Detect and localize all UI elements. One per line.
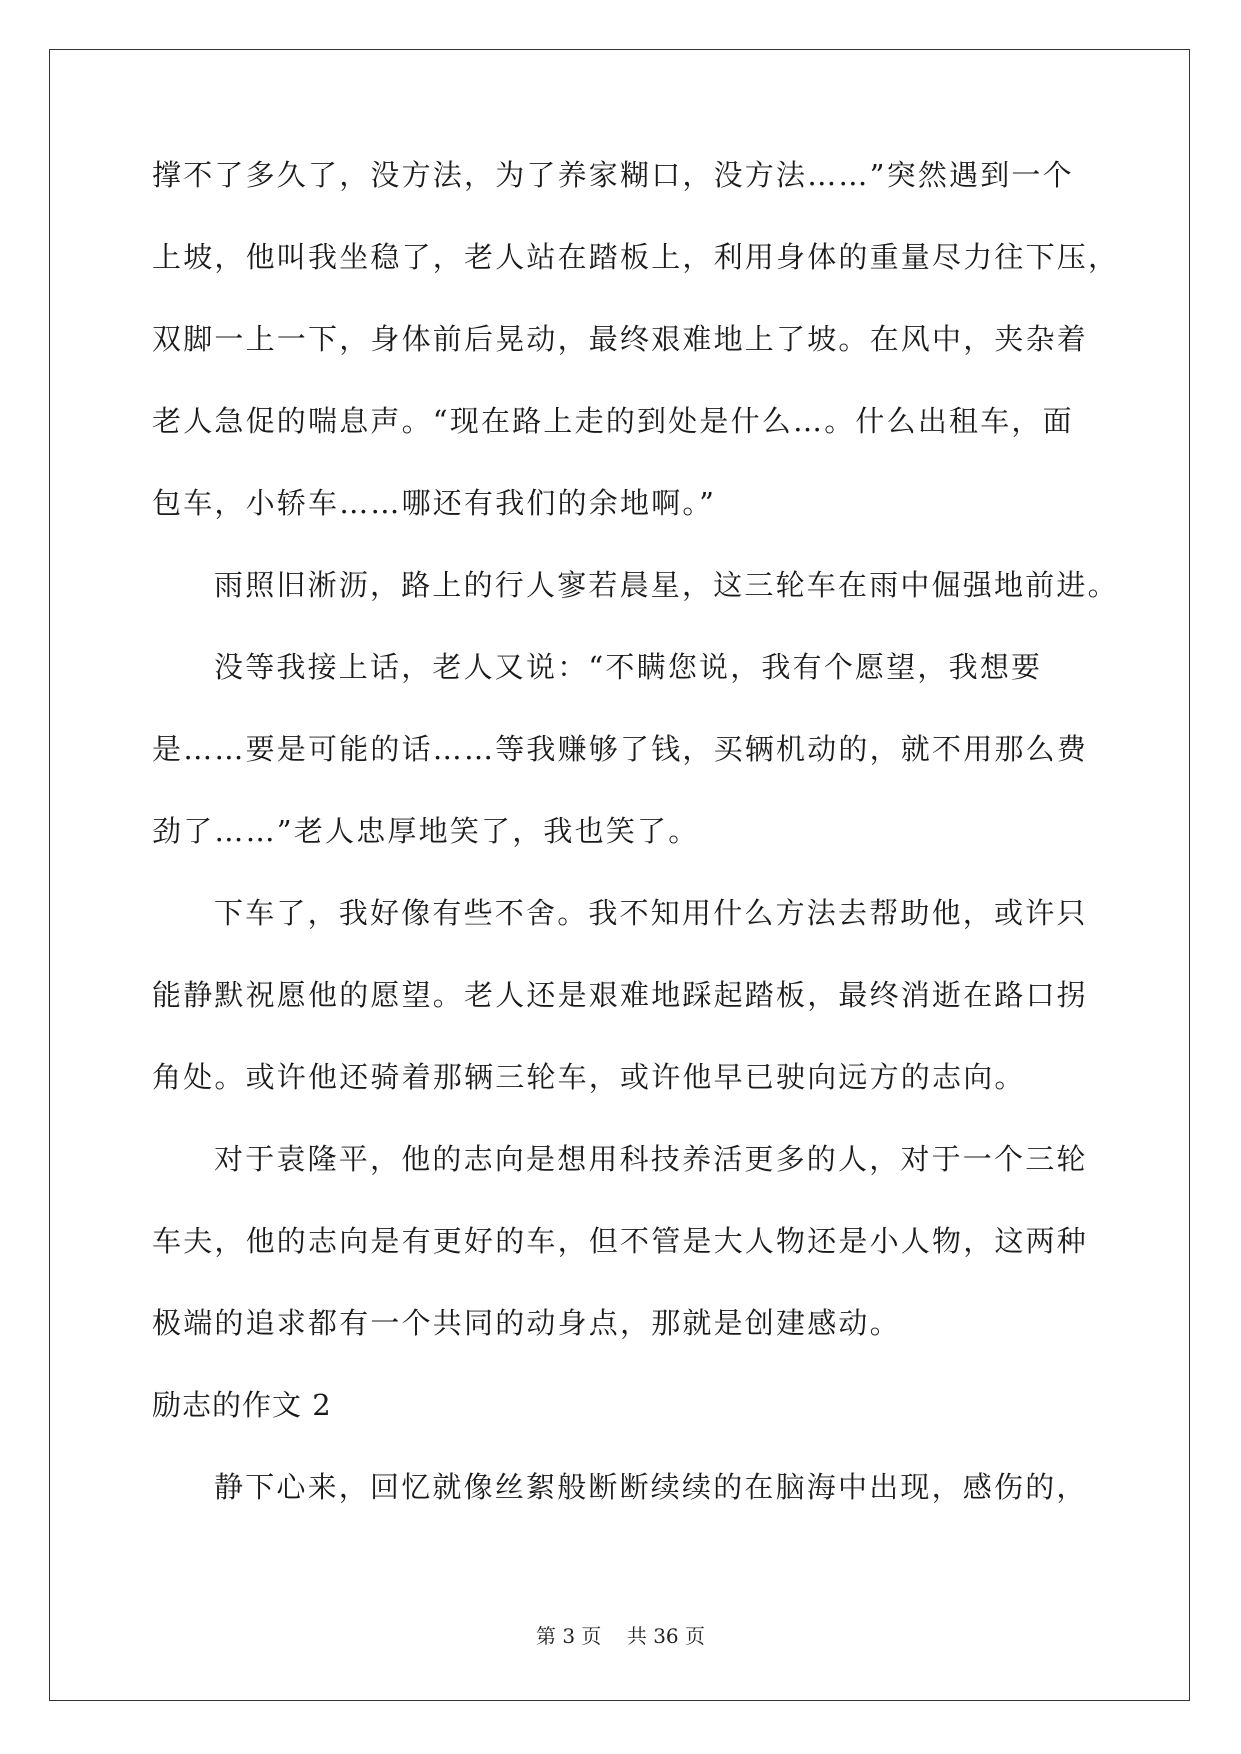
text-line: 双脚一上一下，身体前后晃动，最终艰难地上了坡。在风中，夹杂着	[152, 322, 1089, 356]
text-line: 撑不了多久了，没方法，为了养家糊口，没方法……”突然遇到一个	[152, 158, 1074, 192]
page-number-footer: 第 3 页 共 36 页	[535, 1624, 706, 1648]
text-line: 是……要是可能的话……等我赚够了钱，买辆机动的，就不用那么费	[152, 732, 1089, 766]
paragraph-start-line: 没等我接上话，老人又说：“不瞒您说，我有个愿望，我想要	[214, 650, 1043, 684]
text-line: 劲了……”老人忠厚地笑了，我也笑了。	[152, 814, 700, 848]
section-heading: 励志的作文 2	[152, 1388, 332, 1422]
text-line: 角处。或许他还骑着那辆三轮车，或许他早已驶向远方的志向。	[152, 1060, 1026, 1094]
paragraph-start-line: 下车了，我好像有些不舍。我不知用什么方法去帮助他，或许只	[214, 896, 1088, 930]
paragraph-start-line: 雨照旧淅沥，路上的行人寥若晨星，这三轮车在雨中倔强地前进。	[214, 568, 1119, 602]
text-line: 能静默祝愿他的愿望。老人还是艰难地踩起踏板，最终消逝在路口拐	[152, 978, 1089, 1012]
text-line: 车夫，他的志向是有更好的车，但不管是大人物还是小人物，这两种	[152, 1224, 1089, 1258]
text-line: 上坡，他叫我坐稳了，老人站在踏板上，利用身体的重量尽力往下压，	[152, 240, 1120, 274]
paragraph-start-line: 对于袁隆平，他的志向是想用科技养活更多的人，对于一个三轮	[214, 1142, 1088, 1176]
paragraph-start-line: 静下心来，回忆就像丝絮般断断续续的在脑海中出现，感伤的，	[214, 1470, 1088, 1504]
document-body	[152, 155, 1120, 1549]
text-line: 老人急促的喘息声。“现在路上走的到处是什么…。什么出租车，面	[152, 404, 1074, 438]
text-line: 包车，小轿车……哪还有我们的余地啊。”	[152, 486, 717, 520]
text-line: 极端的追求都有一个共同的动身点，那就是创建感动。	[152, 1306, 901, 1340]
